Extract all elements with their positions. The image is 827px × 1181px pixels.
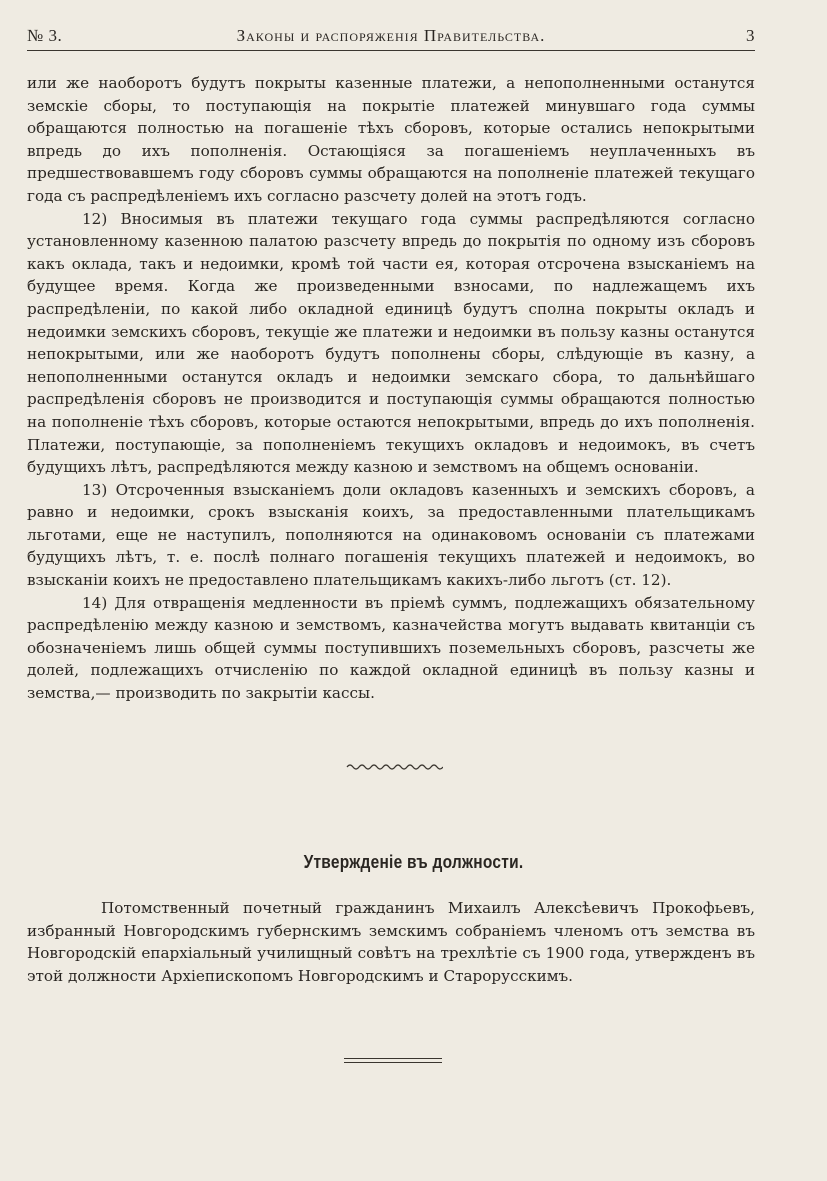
paragraph-13: 13) Отсроченныя взысканіемъ доли окладовъ казенныхъ и земскихъ сборовъ, а равно и недоимки, срокъ взысканія коихъ, за предоставленными плательщикамъ льготами, еще не наступилъ, пополняются на одинаковомъ основаніи съ платежами будущихъ лѣтъ, т. е. послѣ полнаго погашенія текущихъ платежей и недоимокъ, во взысканіи коихъ не предоставлено плательщикамъ какихъ-либо льготъ (ст. 12).	[27, 480, 755, 590]
end-double-rule	[344, 1058, 442, 1066]
header-title: Законы и распоряженія Правительства.	[236, 26, 546, 45]
paragraph-continuation: или же наоборотъ будутъ покрыты казенные платежи, а непополненными останутся земскіе сборы, то поступающія на покрытіе платежей минувшаго года суммы обращаются полностью на погашеніе тѣхъ сборовъ, которые остались непокрытыми впредь до ихъ пополненія. Остающіяся за погашеніемъ неуплаченныхъ въ предшествовавшемъ году сборовъ суммы обращаются на пополненіе платежей текущаго года съ распредѣленіемъ ихъ согласно разсчету долей на этотъ годъ.	[27, 74, 755, 205]
appointment-paragraph: Потомственный почетный гражданинъ Михаилъ Алексѣевичъ Прокофьевъ, избранный Новгородскимъ губернскимъ земскимъ собраніемъ членомъ отъ земства въ Новгородскій епархіальный училищный совѣтъ на трехлѣтіе съ 1900 года, утвержденъ въ этой должности Архіепископомъ Новгородскимъ и Старорусскимъ.	[27, 899, 755, 985]
issue-number: № 3.	[27, 26, 63, 45]
header-rule	[27, 50, 755, 51]
law-text	[27, 72, 755, 705]
page-number: 3	[746, 26, 755, 45]
appointment-notice	[27, 897, 755, 987]
running-header	[27, 26, 755, 50]
wave-ornament	[345, 762, 443, 772]
section-title: Утвержденіе въ должности.	[303, 852, 524, 872]
paragraph-12: 12) Вносимыя въ платежи текущаго года суммы распредѣляются согласно установленному казенною палатою разсчету впредь до покрытія по одному изъ сборовъ какъ оклада, такъ и недоимки, кромѣ той части ея, которая отсрочена взысканіемъ на будущее время. Когда же произведенными взносами, по надлежащемъ ихъ распредѣленіи, по какой либо окладной единицѣ будутъ сполна покрыты окладъ и недоимки земскихъ сборовъ, текущіе же платежи и недоимки въ пользу казны останутся непокрытыми, или же наоборотъ будутъ пополнены сборы, слѣдующіе въ казну, а непополненными останутся окладъ и недоимки земскаго сбора, то дальнѣйшаго распредѣленія сборовъ не производится и поступающія суммы обращаются полностью на пополненіе тѣхъ сборовъ, которые остаются непокрытыми, впредь до ихъ пополненія. Платежи, поступающіе, за пополненіемъ текущихъ окладовъ и недоимокъ, въ счетъ будущихъ лѣтъ, распредѣляются между казною и земствомъ на общемъ основаніи.	[27, 209, 755, 477]
paragraph-14: 14) Для отвращенія медленности въ пріемѣ суммъ, подлежащихъ обязательному распредѣленію между казною и земствомъ, казначейства могутъ выдавать квитанціи съ обозначеніемъ лишь общей суммы поступившихъ поземельныхъ сборовъ, разсчеты же долей, подлежащихъ отчисленію по каждой окладной единицѣ въ пользу казны и земства,— производить по закрытіи кассы.	[27, 593, 755, 703]
